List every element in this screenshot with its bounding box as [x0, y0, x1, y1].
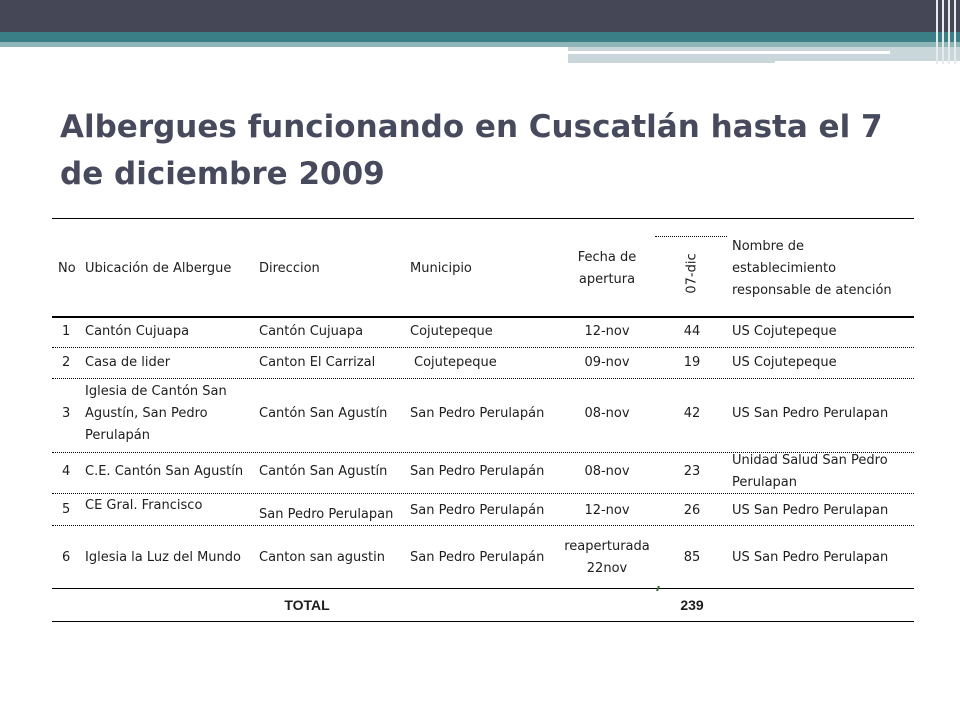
header-dotted-rule	[655, 236, 727, 237]
row4-municipio: San Pedro Perulapán	[410, 464, 545, 479]
row5-nombre: US San Pedro Perulapan	[732, 503, 889, 518]
row4-nombre: Unidad Salud San Pedro Perulapan	[732, 453, 888, 490]
row1-fecha: 12-nov	[584, 324, 630, 339]
row3-no: 3	[62, 406, 71, 421]
row6-ubicacion: Iglesia la Luz del Mundo	[85, 550, 241, 565]
row5-direccion: San Pedro Perulapan	[259, 507, 394, 522]
table-bottom-rule	[52, 621, 914, 622]
header-teal-bar	[0, 32, 960, 42]
header-nombre: Nombre de establecimiento responsable de atención	[732, 239, 892, 298]
header-ubicacion: Ubicación de Albergue	[85, 261, 232, 276]
row1-07-dic: 44	[683, 324, 701, 339]
row-divider	[52, 525, 914, 526]
row5-fecha: 12-nov	[584, 503, 630, 518]
row6-nombre: US San Pedro Perulapan	[732, 550, 889, 565]
header-07-dic: 07-dic	[684, 253, 700, 294]
albergues-table	[52, 218, 914, 622]
row3-07-dic: 42	[683, 406, 701, 421]
table-top-rule	[52, 218, 914, 219]
row3-municipio: San Pedro Perulapán	[410, 406, 545, 421]
row2-07-dic: 19	[683, 355, 701, 370]
row3-direccion: Cantón San Agustín	[259, 406, 388, 421]
row6-07-dic: 85	[683, 550, 701, 565]
row-divider	[52, 378, 914, 379]
row1-ubicacion: Cantón Cujuapa	[85, 324, 190, 339]
row4-no: 4	[62, 464, 71, 479]
row2-ubicacion: Casa de lider	[85, 355, 171, 370]
row2-direccion: Canton El Carrizal	[259, 355, 376, 370]
row2-fecha: 09-nov	[584, 355, 630, 370]
row5-municipio: San Pedro Perulapán	[410, 503, 545, 518]
row1-nombre: US Cojutepeque	[732, 324, 837, 339]
header-fecha: Fecha de apertura	[577, 250, 637, 287]
row6-direccion: Canton san agustin	[259, 550, 385, 565]
row6-municipio: San Pedro Perulapán	[410, 550, 545, 565]
row2-nombre: US Cojutepeque	[732, 355, 837, 370]
header-stripes	[934, 0, 960, 64]
header-direccion: Direccion	[259, 261, 320, 276]
header-white-line-2	[775, 61, 960, 63]
page-title: Albergues funcionando en Cuscatlán hasta el 7 de diciembre 2009	[60, 109, 883, 192]
row3-nombre: US San Pedro Perulapan	[732, 406, 889, 421]
row6-fecha: reaperturada 22nov	[564, 539, 650, 576]
row4-07-dic: 23	[683, 464, 701, 479]
total-top-rule	[52, 588, 914, 589]
total-value: 239	[680, 597, 704, 613]
row3-ubicacion: Iglesia de Cantón San Agustín, San Pedro Perulapán	[85, 384, 227, 443]
header-white-line	[568, 51, 890, 54]
header-no: No	[58, 261, 76, 276]
row5-ubicacion: CE Gral. Francisco	[85, 498, 203, 513]
total-label: TOTAL	[284, 597, 330, 613]
header-municipio: Municipio	[410, 261, 472, 276]
row1-municipio: Cojutepeque	[410, 324, 493, 339]
header-dark-bar	[0, 0, 960, 32]
row4-fecha: 08-nov	[584, 464, 630, 479]
row5-07-dic: 26	[683, 503, 701, 518]
row1-no: 1	[62, 324, 71, 339]
row-divider	[52, 347, 914, 348]
row5-no: 5	[62, 502, 71, 517]
row6-no: 6	[62, 550, 71, 565]
row4-direccion: Cantón San Agustín	[259, 464, 388, 479]
header-bottom-rule	[52, 316, 914, 318]
row2-no: 2	[62, 355, 71, 370]
row1-direccion: Cantón Cujuapa	[259, 324, 364, 339]
row4-ubicacion: C.E. Cantón San Agustín	[85, 464, 244, 479]
row3-fecha: 08-nov	[584, 406, 630, 421]
row2-municipio: Cojutepeque	[414, 355, 497, 370]
